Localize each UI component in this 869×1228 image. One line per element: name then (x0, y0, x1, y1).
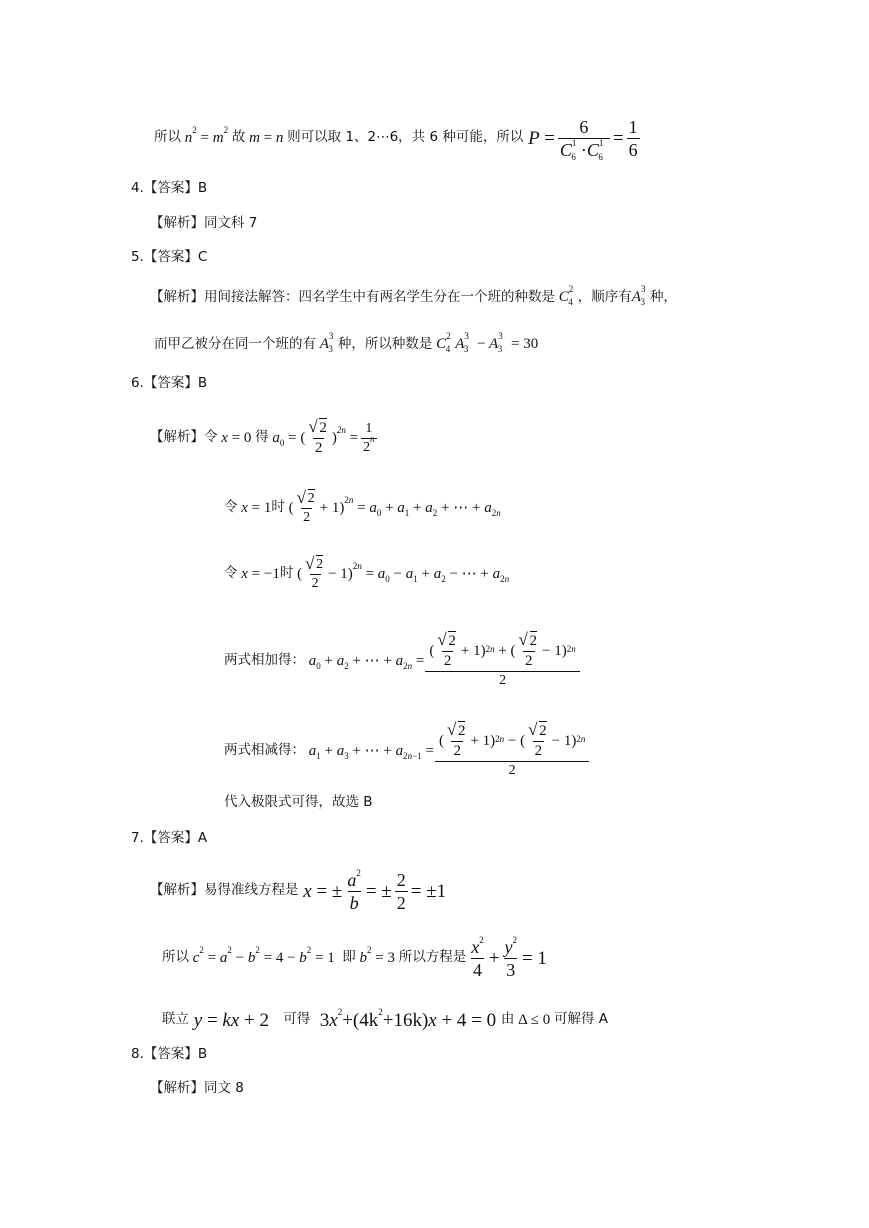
q5-analysis-line2: 而甲乙被分在同一个班的有 $A^3_3$ 种，所以种数是 $C^2_4$ $A^3_3 - A^3_3 = 30$ (154, 331, 539, 354)
q6-sum-odd: 两式相减得： $a_1 + a_3$ + ⋯ + $a_{2n-1}$ = ( √ $\frac{2}{2}$ + 1) $^{2n}$ − ( √ $\frac{2}{2}$ − 1) $^{2n}$ 2 (224, 708, 590, 794)
q6-let-x-minus1: 令 x = −1 时 ( √ $\frac{2}{2}$ − $1)^{2n} = a_0 - a_1 + a_2$ − ⋯ + $a_{2n}$ (224, 550, 509, 598)
q6-limit: 代入极限式可得，故选 B (224, 794, 373, 810)
math-prob-result: $\frac{1}{6}$ (628, 116, 638, 160)
math-count-expr: $C^2_4$ $A^3_3 - A^3_3 = 30$ (432, 331, 539, 354)
math-probability: P = (523, 127, 555, 149)
math-m-eq-n: m = n (245, 129, 288, 146)
q3-text-1: 所以 (154, 129, 181, 146)
q4-answer: 4.【答案】B (131, 180, 208, 196)
math-a33: $A^3_3$ (631, 284, 646, 307)
math-prob-fraction: $\frac{6}{C^1_6 \cdot C^1_6}$ (558, 118, 610, 159)
q3-text-3: 则可以取 1、2⋯6，共 6 种可能，所以 (287, 129, 524, 146)
math-c42: $C^2_4$ (555, 284, 574, 307)
q6-analysis-line1: 【解析】令 x = 0 得 $a_0$ = ( √ $\frac{2}{2}$ )$^{2n}$ = $\frac{1}{2^n}$ (150, 414, 380, 462)
q7-analysis-line3: 联立 y = kx + 2 可得 $3x^2+(4k^2+16k)x + 4 = 0$ 由 Δ ≤ 0 可解得 A (162, 1007, 608, 1031)
q6-sum-even: 两式相加得： $a_0 + a_2$ + ⋯ + $a_{2n}$ = ( √ $\frac{2}{2}$ + 1) $^{2n}$ + ( √ $\frac{2}{2}$ − 1) $^{2n}$ 2 (224, 620, 581, 702)
q3-conclusion-line: 所以 $n^2 = m^2$ 故 m = n 则可以取 1、2⋯6，共 6 种可能，所以 P = $\frac{6}{C^1_6 \cdot C^1_6}$ = $\frac{1}{6}$ (154, 116, 638, 163)
q6-answer: 6.【答案】B (131, 375, 208, 391)
q8-analysis: 【解析】同文 8 (150, 1080, 244, 1096)
math-n2-eq-m2: $n^2 = m^2$ (181, 124, 229, 146)
math-a33-b: $A^3_3$ (316, 331, 334, 354)
q7-analysis-line2: 所以 $c^2 = a^2 - b^2 = 4 - b^2 = 1$ 即 $b^2 = 3$ 所以方程是 $\frac{x^2}{4}$ + $\frac{y^2}{3}$ = 1 (162, 934, 547, 980)
q7-answer: 7.【答案】A (131, 830, 208, 846)
q7-analysis-line1: 【解析】易得准线方程是 x = ± $\frac{a^2}{b}$ = ± $\frac{2}{2}$ = ±1 (150, 867, 447, 913)
q8-answer: 8.【答案】B (131, 1046, 208, 1062)
q5-analysis-line1: 【解析】用间接法解答：四名学生中有两名学生分在一个班的种数是 $C^2_4$ ，顺序有 $A^3_3$ 种， (150, 284, 677, 307)
math-odd-fraction: ( √ $\frac{2}{2}$ + 1) $^{2n}$ − ( √ $\frac{2}{2}$ − 1) $^{2n}$ 2 (437, 724, 587, 778)
q5-answer: 5.【答案】C (131, 249, 208, 265)
q4-analysis: 【解析】同文科 7 (150, 215, 258, 231)
math-even-fraction: ( √ $\frac{2}{2}$ + 1) $^{2n}$ + ( √ $\frac{2}{2}$ − 1) $^{2n}$ 2 (427, 634, 577, 688)
math-a0: $a_0$ = ( (268, 429, 306, 448)
q6-let-x1: 令 x = 1 时 ( √ $\frac{2}{2}$ + $1)^{2n} = a_0 + a_1 + a_2$ + ⋯ + $a_{2n}$ (224, 484, 501, 532)
q3-text-2: 故 (231, 129, 246, 146)
